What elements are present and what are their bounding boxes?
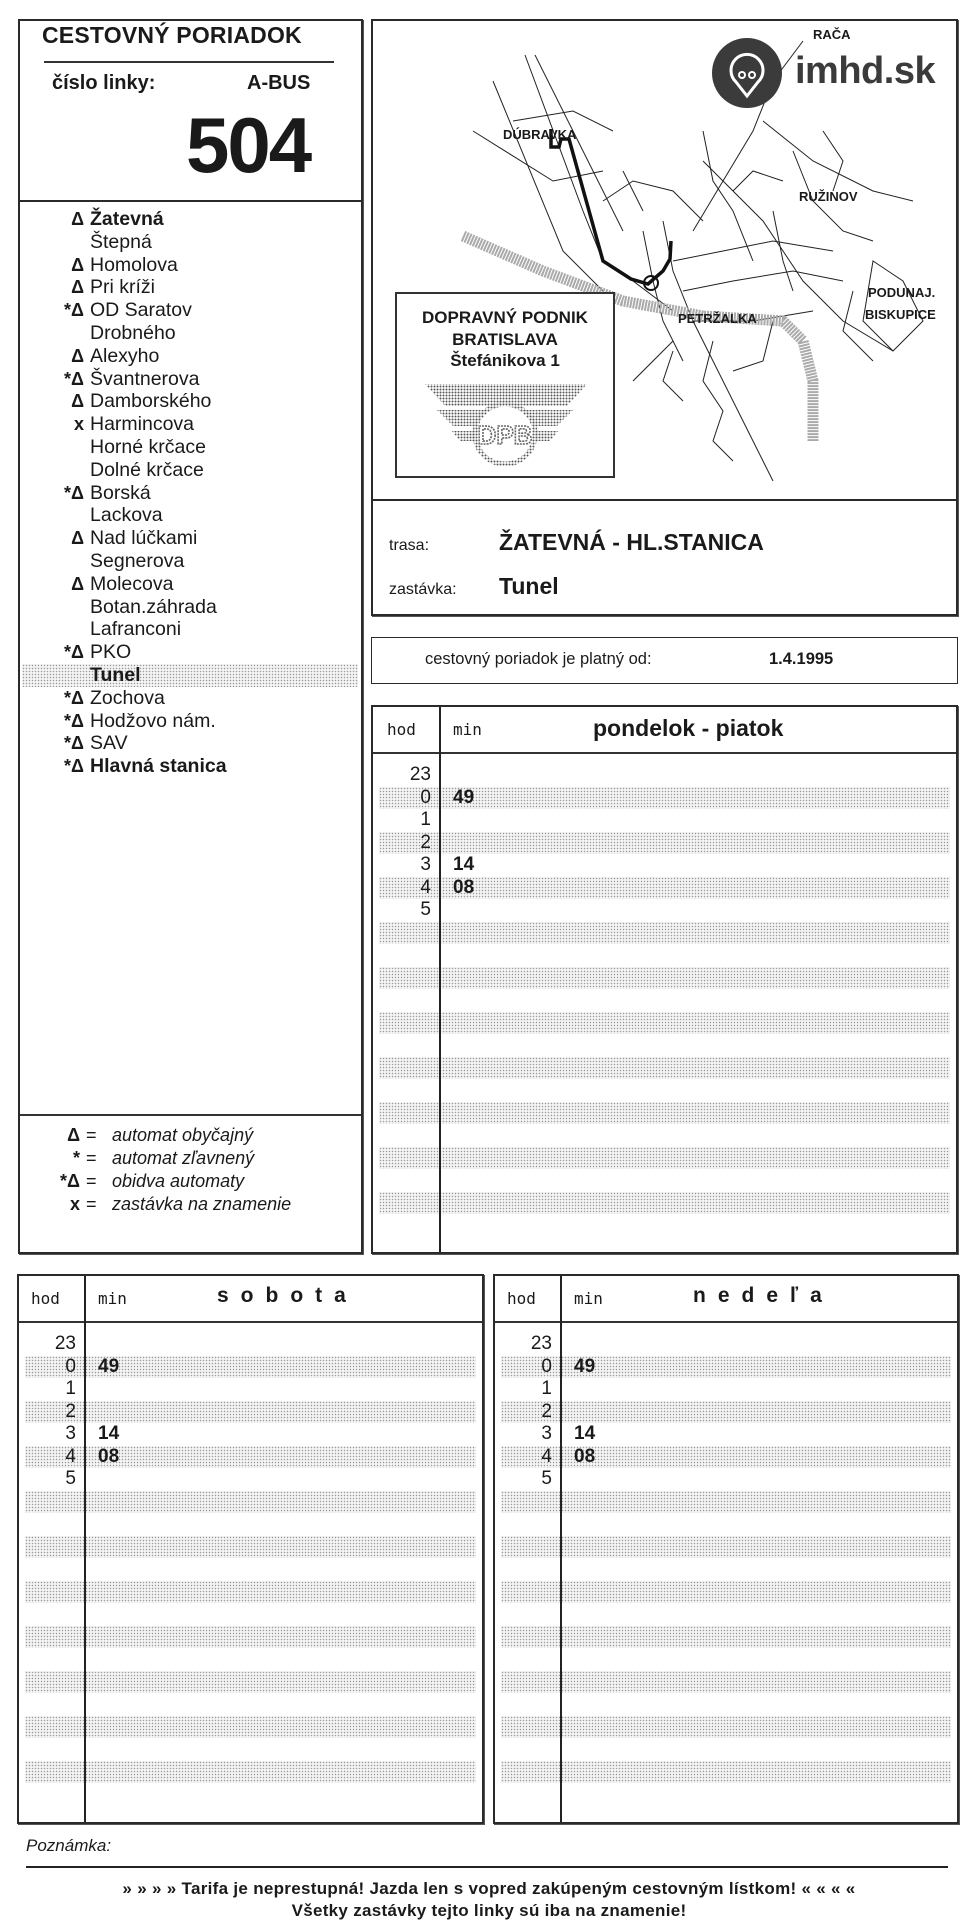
timetable-empty-row: [379, 1102, 950, 1125]
legend-item: [30, 1170, 350, 1193]
map-label-dubravka: DÚBRAVKA: [503, 127, 577, 142]
timetable-empty-row: [25, 1671, 476, 1694]
validity-box: [371, 637, 958, 684]
stop-name: Drobného: [90, 321, 176, 344]
stop-name: Hlavná stanica: [90, 755, 227, 778]
timetable-empty-row: [501, 1581, 951, 1604]
legend-equals: =: [86, 1148, 97, 1168]
timetable-empty-row: [25, 1693, 476, 1716]
stop-list: [34, 208, 360, 778]
hour-cell: 1: [541, 1378, 552, 1399]
hour-cell: 5: [420, 899, 431, 920]
timetable-empty-row: [501, 1491, 951, 1514]
timetable-row: [501, 1401, 951, 1424]
stop-name: Pri kríži: [90, 276, 155, 299]
operator-box: [395, 292, 615, 478]
stop-name: SAV: [90, 732, 128, 755]
legend-symbol: x: [69, 1194, 80, 1214]
validity-date: 1.4.1995: [769, 650, 834, 668]
hour-cell: 2: [420, 831, 431, 853]
stop-symbol: *Δ: [64, 300, 84, 321]
day-type-title: nedeľa: [693, 1283, 834, 1307]
legend-text: zastávka na znamenie: [112, 1194, 292, 1214]
stop-symbol: *Δ: [64, 756, 84, 777]
timetable-empty-row: [501, 1558, 951, 1581]
route-label: trasa:: [389, 537, 430, 554]
title-divider: [44, 61, 334, 63]
stop-value: Tunel: [499, 573, 559, 599]
minutes-cell: 14: [453, 854, 475, 875]
stop-name: Lafranconi: [90, 618, 182, 641]
line-type: A-BUS: [247, 72, 311, 94]
table-header-divider: [19, 1321, 482, 1323]
stop-item: [34, 755, 360, 778]
imhd-logo-icon: [712, 38, 782, 108]
hour-cell: 1: [420, 809, 431, 830]
imhd-watermark-text: imhd.sk: [795, 50, 936, 92]
map-label-raca: RAČA: [813, 27, 851, 42]
timetable-weekday: [371, 705, 958, 1254]
stop-name: Tunel: [90, 663, 141, 686]
timetable-row: [379, 764, 950, 787]
stop-item: [34, 482, 360, 505]
stop-item: [34, 459, 360, 482]
stop-name: Nad lúčkami: [90, 527, 198, 550]
map-label-biskupice: BISKUPICE: [865, 307, 936, 322]
stop-symbol: *Δ: [64, 642, 84, 663]
stop-name: OD Saratov: [90, 299, 192, 322]
stop-item: [34, 413, 360, 436]
timetable-empty-row: [501, 1648, 951, 1671]
timetable-row: [501, 1378, 951, 1401]
legend-divider: [20, 1114, 361, 1116]
timetable-row: [25, 1356, 476, 1379]
timetable-row: [25, 1401, 476, 1424]
stop-name: Švantnerova: [90, 367, 200, 390]
column-divider: [84, 1276, 86, 1822]
stop-symbol: *Δ: [64, 733, 84, 754]
timetable-saturday: [17, 1274, 484, 1824]
timetable-empty-row: [379, 1214, 950, 1237]
stop-symbol: Δ: [71, 345, 84, 366]
minute-column-header: min: [453, 719, 482, 739]
stop-item: [34, 527, 360, 550]
route-info-box: [371, 499, 958, 616]
stop-item: [34, 254, 360, 277]
legend-item: [30, 1124, 350, 1147]
dpb-logo-icon: [397, 376, 613, 476]
line-number: 504: [186, 101, 311, 189]
timetable-row: [501, 1423, 951, 1446]
hour-column-header: hod: [31, 1288, 60, 1308]
stop-symbol: Δ: [71, 254, 84, 275]
stop-name: Alexyho: [90, 344, 160, 367]
timetable-empty-row: [501, 1716, 951, 1739]
timetable-empty-row: [501, 1603, 951, 1626]
stop-name: Hodžovo nám.: [90, 709, 216, 732]
column-divider: [560, 1276, 562, 1822]
stop-symbol: Δ: [71, 391, 84, 412]
stop-name: Segnerova: [90, 549, 185, 572]
hour-cell: 3: [65, 1423, 76, 1444]
hour-cell: 2: [65, 1400, 76, 1422]
timetable-row: [379, 832, 950, 855]
column-divider: [439, 707, 441, 1252]
hour-cell: 3: [420, 854, 431, 875]
day-type-title: pondelok - piatok: [593, 714, 784, 741]
stop-item: [34, 299, 360, 322]
stop-name: Harmincova: [90, 413, 195, 436]
operator-name: DOPRAVNÝ PODNIK: [422, 308, 588, 327]
stop-symbol: *Δ: [64, 687, 84, 708]
timetable-empty-row: [25, 1783, 476, 1806]
minute-column-header: min: [574, 1288, 603, 1308]
stop-symbol: Δ: [71, 277, 84, 298]
timetable-empty-row: [379, 1034, 950, 1057]
timetable-empty-row: [379, 1012, 950, 1035]
minutes-cell: 49: [98, 1355, 120, 1377]
timetable-empty-row: [501, 1783, 951, 1806]
stop-symbol: *Δ: [64, 482, 84, 503]
dpb-logo-text: DPB: [477, 420, 533, 450]
note-label: Poznámka:: [26, 1836, 112, 1855]
stop-item: [34, 368, 360, 391]
stop-item: [34, 322, 360, 345]
timetable-empty-row: [25, 1513, 476, 1536]
timetable-empty-row: [501, 1626, 951, 1649]
stop-item: [34, 436, 360, 459]
stop-name: Borská: [90, 481, 151, 504]
stop-item: [34, 345, 360, 368]
stop-name: PKO: [90, 641, 132, 664]
operator-address: Štefánikova 1: [450, 351, 560, 370]
timetable-empty-row: [379, 1147, 950, 1170]
stop-item: [34, 618, 360, 641]
minutes-cell: 08: [98, 1445, 120, 1467]
stop-item: [34, 573, 360, 596]
stop-name: Žatevná: [90, 208, 164, 230]
timetable-empty-row: [25, 1626, 476, 1649]
hour-cell: 2: [541, 1400, 552, 1422]
stop-item: [34, 641, 360, 664]
stop-item: [34, 231, 360, 254]
stop-name: Molecova: [90, 572, 174, 595]
legend-equals: =: [86, 1171, 97, 1191]
timetable-empty-row: [379, 967, 950, 990]
timetable-row: [25, 1378, 476, 1401]
line-number-label: číslo linky:: [52, 72, 156, 94]
timetable-row: [25, 1333, 476, 1356]
timetable-empty-row: [25, 1648, 476, 1671]
stop-symbol: *Δ: [64, 710, 84, 731]
stop-item-current: [22, 664, 358, 687]
timetable-empty-row: [501, 1671, 951, 1694]
stop-name: Dolné krčace: [90, 458, 204, 481]
stop-item: [34, 732, 360, 755]
timetable-empty-row: [25, 1581, 476, 1604]
legend-symbol: *: [72, 1148, 80, 1168]
hour-cell: 23: [530, 1333, 552, 1354]
timetable-empty-row: [379, 1079, 950, 1102]
timetable-empty-row: [501, 1693, 951, 1716]
timetable-empty-row: [25, 1716, 476, 1739]
hour-cell: 23: [54, 1333, 76, 1354]
timetable-row: [25, 1468, 476, 1491]
table-header-divider: [373, 752, 956, 754]
stop-symbol: x: [73, 414, 84, 435]
stop-name: Horné krčace: [90, 435, 206, 458]
legend-text: automat zľavnený: [112, 1148, 255, 1168]
bus-pin-icon: [712, 38, 782, 108]
map-label-petrzalka: PETRŽALKA: [678, 311, 757, 326]
route-value: ŽATEVNÁ - HL.STANICA: [499, 529, 764, 555]
legend-symbol: *Δ: [60, 1171, 80, 1191]
hour-cell: 4: [541, 1445, 552, 1467]
hour-cell: 5: [541, 1468, 552, 1489]
timetable-empty-row: [501, 1738, 951, 1761]
legend-text: automat obyčajný: [112, 1125, 254, 1145]
timetable-row: [501, 1333, 951, 1356]
timetable-row: [379, 877, 950, 900]
stop-label: zastávka:: [389, 581, 457, 598]
map-label-ruzinov: RUŽINOV: [799, 189, 858, 204]
minutes-cell: 49: [574, 1355, 596, 1377]
timetable-row: [379, 854, 950, 877]
timetable-row: [379, 899, 950, 922]
timetable-empty-row: [25, 1491, 476, 1514]
legend-equals: =: [86, 1194, 97, 1214]
stop-name: Lackova: [90, 504, 163, 527]
stop-symbol: Δ: [71, 528, 84, 549]
timetable-empty-row: [501, 1513, 951, 1536]
stop-name: Damborského: [90, 390, 212, 413]
timetable-empty-row: [501, 1536, 951, 1559]
stop-symbol: Δ: [71, 573, 84, 594]
hour-cell: 0: [65, 1355, 76, 1377]
timetable-empty-row: [501, 1761, 951, 1784]
request-stop-notice: Všetky zastávky tejto linky sú iba na znamenie!: [291, 1901, 687, 1920]
hour-column-header: hod: [507, 1288, 536, 1308]
minute-column-header: min: [98, 1288, 127, 1308]
timetable-empty-row: [25, 1603, 476, 1626]
stop-name: Botan.záhrada: [90, 595, 217, 618]
legend: [30, 1124, 350, 1216]
stop-item: [34, 596, 360, 619]
timetable-empty-row: [379, 1192, 950, 1215]
timetable-empty-row: [25, 1558, 476, 1581]
tariff-notice: » » » » Tarifa je neprestupná! Jazda len s vopred zakúpeným cestovným lístkom! « « « «: [122, 1879, 856, 1898]
timetable-row: [25, 1446, 476, 1469]
hour-column-header: hod: [387, 719, 416, 739]
timetable-empty-row: [25, 1536, 476, 1559]
note-divider: [26, 1866, 948, 1868]
document-title: CESTOVNÝ PORIADOK: [42, 22, 302, 48]
minutes-cell: 14: [98, 1423, 120, 1444]
hour-cell: 4: [420, 876, 431, 898]
minutes-cell: 14: [574, 1423, 596, 1444]
timetable-empty-row: [379, 944, 950, 967]
stop-symbol: *Δ: [64, 368, 84, 389]
hour-cell: 0: [541, 1355, 552, 1377]
table-header-divider: [495, 1321, 957, 1323]
stop-item: [34, 390, 360, 413]
stop-item: [34, 687, 360, 710]
timetable-empty-row: [379, 1124, 950, 1147]
timetable-empty-row: [25, 1761, 476, 1784]
timetable-empty-row: [379, 922, 950, 945]
legend-item: [30, 1147, 350, 1170]
legend-equals: =: [86, 1125, 97, 1145]
timetable-empty-row: [25, 1738, 476, 1761]
validity-label: cestovný poriadok je platný od:: [425, 650, 652, 668]
timetable-row: [379, 809, 950, 832]
stop-name: Zochova: [90, 686, 165, 709]
timetable-sunday: [493, 1274, 959, 1824]
hour-cell: 3: [541, 1423, 552, 1444]
operator-city: BRATISLAVA: [452, 330, 558, 349]
timetable-empty-row: [379, 989, 950, 1012]
stop-item: [34, 276, 360, 299]
stop-name: Štepná: [90, 230, 152, 253]
timetable-row: [501, 1356, 951, 1379]
hour-cell: 1: [65, 1378, 76, 1399]
minutes-cell: 49: [453, 786, 475, 808]
stop-item: [34, 208, 360, 231]
minutes-cell: 08: [453, 876, 475, 898]
stop-name: Homolova: [90, 253, 178, 276]
hour-cell: 4: [65, 1445, 76, 1467]
timetable-empty-row: [379, 1169, 950, 1192]
legend-text: obidva automaty: [112, 1171, 245, 1191]
timetable-empty-row: [379, 1057, 950, 1080]
timetable-row: [25, 1423, 476, 1446]
day-type-title: sobota: [217, 1283, 358, 1307]
legend-item: [30, 1193, 350, 1216]
hour-cell: 0: [420, 786, 431, 808]
stop-symbol: Δ: [71, 209, 84, 229]
map-label-podunaj: PODUNAJ.: [868, 285, 936, 300]
minutes-cell: 08: [574, 1445, 596, 1467]
stop-item: [34, 504, 360, 527]
hour-cell: 23: [409, 764, 431, 785]
timetable-row: [501, 1446, 951, 1469]
stop-item: [34, 550, 360, 573]
timetable-row: [379, 787, 950, 810]
stop-item: [34, 710, 360, 733]
hour-cell: 5: [65, 1468, 76, 1489]
timetable-row: [501, 1468, 951, 1491]
legend-symbol: Δ: [67, 1125, 80, 1145]
